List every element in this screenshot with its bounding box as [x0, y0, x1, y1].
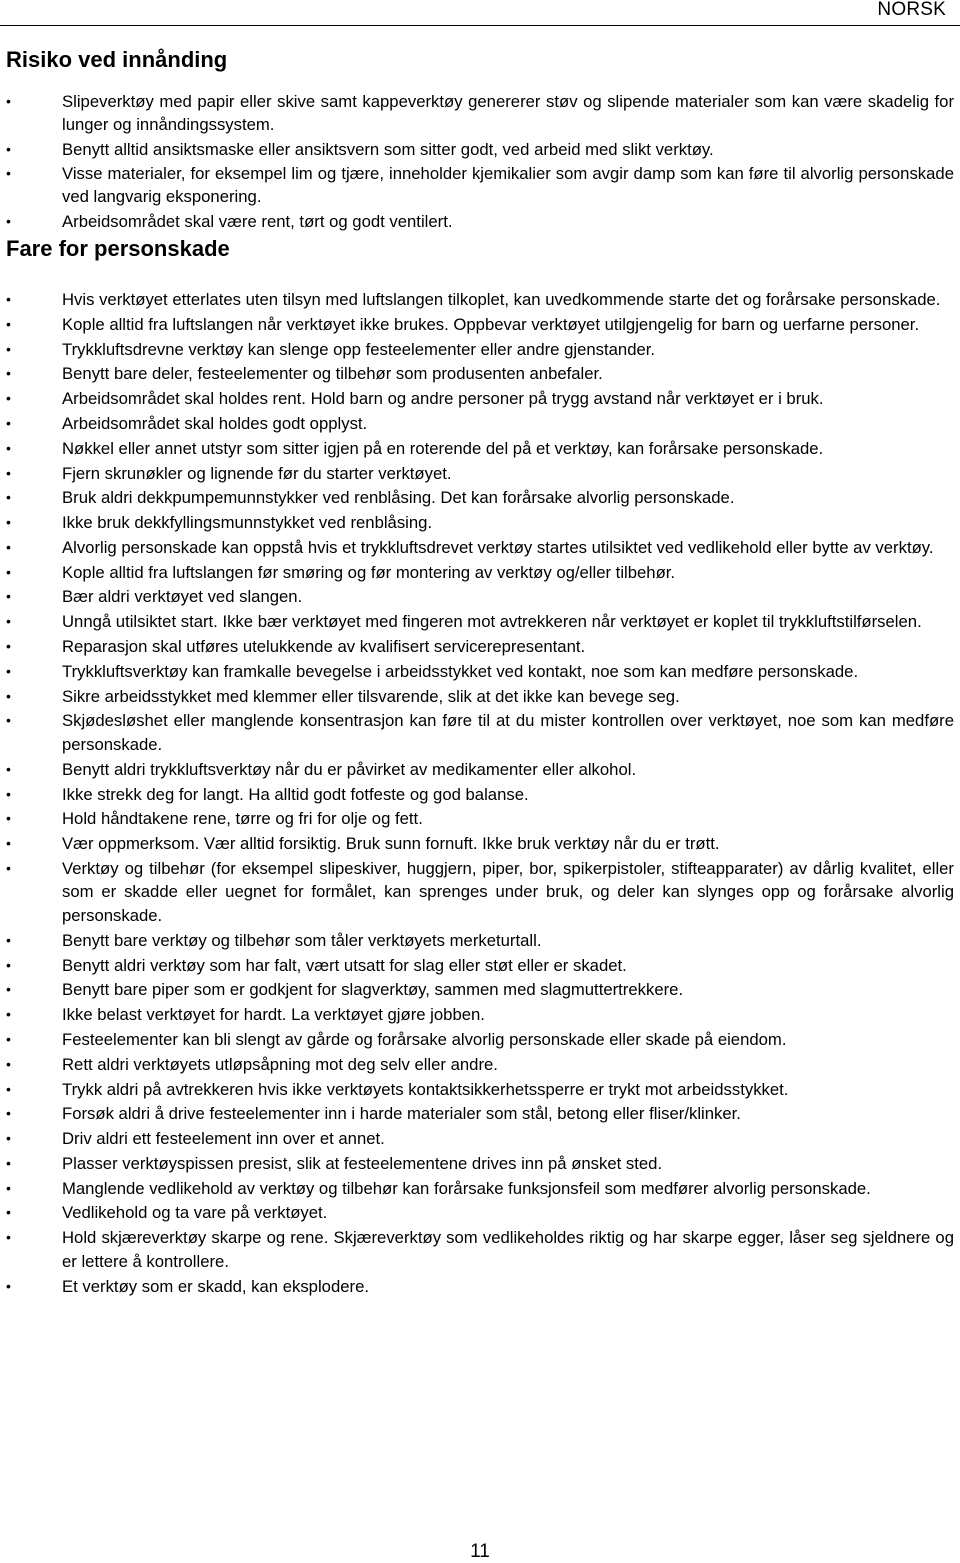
- bullet-icon: •: [6, 613, 11, 630]
- bullet-list: [6, 288, 954, 1298]
- list-item-text: Benytt aldri verktøy som har falt, vært utsatt for slag eller støt eller er skadet.: [62, 955, 627, 975]
- list-item: [6, 486, 954, 510]
- bullet-icon: •: [6, 340, 11, 357]
- list-item-text: Trykkluftsdrevne verktøy kan slenge opp festeelementer eller andre gjenstander.: [62, 339, 656, 359]
- bullet-icon: •: [6, 1277, 11, 1294]
- header-language-label: NORSK: [877, 0, 946, 20]
- bullet-icon: •: [6, 514, 11, 531]
- page-number: 11: [470, 1541, 490, 1562]
- list-item-text: Plasser verktøyspissen presist, slik at festeelementene drives inn på ønsket sted.: [62, 1153, 663, 1173]
- list-item: [6, 1226, 954, 1273]
- list-item: [6, 288, 954, 312]
- bullet-icon: •: [6, 1030, 11, 1047]
- bullet-icon: •: [6, 140, 11, 157]
- list-item: [6, 1127, 954, 1151]
- list-item-text: Manglende vedlikehold av verktøy og tilbehør kan forårsake funksjonsfeil som medfører alvorlig personskade.: [62, 1178, 871, 1198]
- list-item-text: Trykk aldri på avtrekkeren hvis ikke verktøyets kontaktsikkerhetssperre er trykt mot arbeidsstykket.: [62, 1079, 789, 1099]
- list-item: [6, 585, 954, 609]
- bullet-icon: •: [6, 1080, 11, 1097]
- bullet-icon: •: [6, 662, 11, 679]
- list-item-text: Unngå utilsiktet start. Ikke bær verktøyet med fingeren mot avtrekkeren når verktøyet er koplet til trykkluftstilførselen.: [62, 612, 922, 632]
- bullet-icon: •: [6, 931, 11, 948]
- bullet-icon: •: [6, 638, 11, 654]
- bullet-icon: •: [6, 1204, 11, 1221]
- list-item-text: Arbeidsområdet skal holdes godt opplyst.: [62, 413, 368, 433]
- list-item-text: Vedlikehold og ta vare på verktøyet.: [62, 1203, 328, 1223]
- list-item-text: Fjern skrunøkler og lignende før du starter verktøyet.: [62, 463, 452, 483]
- list-item-text: Vær oppmerksom. Vær alltid forsiktig. Bruk sunn fornuft. Ikke bruk verktøy når du er trøtt.: [62, 834, 720, 854]
- bullet-icon: •: [6, 1229, 11, 1246]
- bullet-icon: •: [6, 810, 11, 827]
- list-item-text: Benytt bare piper som er godkjent for slagverktøy, sammen med slagmuttertrekkere.: [62, 980, 684, 1000]
- list-item: [6, 412, 954, 436]
- bullet-icon: •: [6, 760, 11, 777]
- bullet-icon: •: [6, 414, 11, 431]
- list-item: [6, 387, 954, 411]
- list-item-text: Festeelementer kan bli slengt av gårde og forårsake alvorlig personskade eller skade på eiendom.: [62, 1029, 787, 1049]
- list-item: [6, 462, 954, 486]
- list-item-text: Hold skjæreverktøy skarpe og rene. Skjæreverktøy som vedlikeholdes riktig og har skarpe egger, låser seg sjeldnere og er lettere å kontrollere.: [62, 1228, 954, 1271]
- list-item: [6, 1028, 954, 1052]
- bullet-icon: •: [6, 1154, 11, 1171]
- list-item: [6, 511, 954, 535]
- bullet-icon: •: [6, 563, 11, 580]
- document-body: [6, 46, 954, 1299]
- bullet-icon: •: [6, 212, 11, 229]
- bullet-icon: •: [6, 687, 11, 704]
- list-item: [6, 1053, 954, 1077]
- list-item: [6, 954, 954, 978]
- list-item: [6, 1078, 954, 1102]
- bullet-icon: •: [6, 785, 11, 802]
- list-item: [6, 857, 954, 928]
- list-item-text: Kople alltid fra luftslangen når verktøyet ikke brukes. Oppbevar verktøyet utilgjengelig for barn og uerfarne personer.: [62, 314, 920, 334]
- list-item: [6, 1177, 954, 1201]
- list-item: [6, 709, 954, 756]
- bullet-icon: •: [6, 464, 11, 481]
- list-item-text: Arbeidsområdet skal holdes rent. Hold barn og andre personer på trygg avstand når verktøyet er i bruk.: [62, 389, 824, 409]
- list-item-text: Alvorlig personskade kan oppstå hvis et trykkluftsdrevet verktøy startes utilsiktet ved vedlikehold eller bytte av verktøy.: [62, 537, 934, 557]
- list-item: [6, 758, 954, 782]
- list-item-text: Forsøk aldri å drive festeelementer inn i harde materialer som stål, betong eller fliser/klinker.: [62, 1104, 741, 1124]
- list-item-text: Benytt alltid ansiktsmaske eller ansiktsvern som sitter godt, ved arbeid med slikt verktøy.: [62, 139, 714, 159]
- list-item-text: Verktøy og tilbehør (for eksempel slipeskiver, huggjern, piper, bor, spikerpistoler, stifteapparater) av dårlig kvalitet, eller som er skadde eller uegnet for formålet, kan sprenges under bruk, og deler kan slynges opp og forårsake alvorlig personskade.: [62, 858, 954, 926]
- list-item-text: Et verktøy som er skadd, kan eksplodere.: [62, 1276, 369, 1296]
- list-item-text: Visse materialer, for eksempel lim og tjære, inneholder kjemikalier som avgir damp som kan føre til alvorlig personskade ved langvarig eksponering.: [62, 164, 954, 207]
- bullet-icon: •: [6, 390, 11, 407]
- bullet-icon: •: [6, 1105, 11, 1122]
- list-item-text: Skjødesløshet eller manglende konsentrasjon kan føre til at du mister kontrollen over verktøyet, noe som kan medføre personskade.: [62, 711, 954, 754]
- list-item-text: Slipeverktøy med papir eller skive samt kappeverktøy genererer støv og slipende materialer som kan være skadelig for lunger og innåndingssystem.: [62, 92, 954, 135]
- list-item-text: Trykkluftsverktøy kan framkalle bevegelse i arbeidsstykket ved kontakt, noe som kan medføre personskade.: [62, 661, 859, 681]
- list-item: [6, 338, 954, 362]
- list-item-text: Ikke bruk dekkfyllingsmunnstykket ved renblåsing.: [62, 513, 433, 533]
- list-item: [6, 1275, 954, 1299]
- list-item: [6, 807, 954, 831]
- list-item-text: Ikke strekk deg for langt. Ha alltid godt fotfeste og god balanse.: [62, 784, 529, 804]
- list-item-text: Reparasjon skal utføres utelukkende av kvalifisert servicerepresentant.: [62, 637, 586, 656]
- list-item: [6, 1201, 954, 1225]
- list-item: [6, 660, 954, 684]
- section-injury-hazard: [6, 235, 954, 1298]
- list-item: [6, 138, 954, 161]
- list-item-text: Benytt bare verktøy og tilbehør som tåler verktøyets merketurtall.: [62, 930, 542, 950]
- list-item-text: Rett aldri verktøyets utløpsåpning mot deg selv eller andre.: [62, 1054, 498, 1074]
- list-item: [6, 929, 954, 953]
- bullet-icon: •: [6, 489, 11, 506]
- list-item: [6, 978, 954, 1002]
- bullet-icon: •: [6, 1179, 11, 1196]
- bullet-icon: •: [6, 93, 11, 109]
- list-item-text: Sikre arbeidsstykket med klemmer eller tilsvarende, slik at det ikke kan bevege seg.: [62, 686, 680, 706]
- bullet-list: [6, 90, 954, 233]
- list-item-text: Ikke belast verktøyet for hardt. La verktøyet gjøre jobben.: [62, 1005, 485, 1025]
- bullet-icon: •: [6, 439, 11, 456]
- list-item-text: Hvis verktøyet etterlates uten tilsyn med luftslangen tilkoplet, kan uvedkommende starte det og forårsake personskade.: [62, 290, 941, 310]
- list-item: [6, 783, 954, 807]
- bullet-icon: •: [6, 291, 11, 308]
- list-item: [6, 610, 954, 634]
- section-inhalation-risk: [6, 46, 954, 233]
- list-item-text: Nøkkel eller annet utstyr som sitter igjen på en roterende del på et verktøy, kan forårsake personskade.: [62, 438, 824, 458]
- list-item: [6, 1102, 954, 1126]
- bullet-icon: •: [6, 588, 11, 605]
- bullet-icon: •: [6, 1055, 11, 1072]
- bullet-icon: •: [6, 981, 11, 998]
- list-item: [6, 90, 954, 137]
- list-item-text: Hold håndtakene rene, tørre og fri for olje og fett.: [62, 809, 423, 829]
- list-item: [6, 313, 954, 337]
- section-heading: Fare for personskade: [6, 236, 230, 262]
- list-item-text: Arbeidsområdet skal være rent, tørt og godt ventilert.: [62, 211, 453, 231]
- list-item: [6, 362, 954, 386]
- bullet-icon: •: [6, 1130, 11, 1147]
- bullet-icon: •: [6, 315, 11, 332]
- list-item-text: Bruk aldri dekkpumpemunnstykker ved renblåsing. Det kan forårsake alvorlig personskade.: [62, 488, 735, 508]
- bullet-icon: •: [6, 956, 11, 973]
- list-item: [6, 162, 954, 209]
- bullet-icon: •: [6, 165, 11, 182]
- list-item: [6, 1152, 954, 1176]
- list-item-text: Benytt bare deler, festeelementer og tilbehør som produsenten anbefaler.: [62, 364, 603, 384]
- list-item-text: Benytt aldri trykkluftsverktøy når du er påvirket av medikamenter eller alkohol.: [62, 759, 637, 779]
- bullet-icon: •: [6, 538, 11, 555]
- list-item: [6, 210, 954, 233]
- list-item-text: Bær aldri verktøyet ved slangen.: [62, 587, 303, 607]
- list-item: [6, 437, 954, 461]
- bullet-icon: •: [6, 835, 11, 852]
- list-item-text: Kople alltid fra luftslangen før smøring og før montering av verktøy og/eller tilbehør.: [62, 562, 676, 582]
- bullet-icon: •: [6, 712, 11, 729]
- list-item: [6, 685, 954, 709]
- list-item: [6, 635, 954, 659]
- header-divider: [0, 25, 960, 26]
- section-heading: Risiko ved innånding: [6, 47, 228, 72]
- list-item: [6, 536, 954, 560]
- bullet-icon: •: [6, 365, 11, 382]
- list-item: [6, 832, 954, 856]
- bullet-icon: •: [6, 859, 11, 876]
- list-item-text: Driv aldri ett festeelement inn over et annet.: [62, 1129, 385, 1149]
- list-item: [6, 1003, 954, 1027]
- bullet-icon: •: [6, 1006, 11, 1023]
- list-item: [6, 561, 954, 585]
